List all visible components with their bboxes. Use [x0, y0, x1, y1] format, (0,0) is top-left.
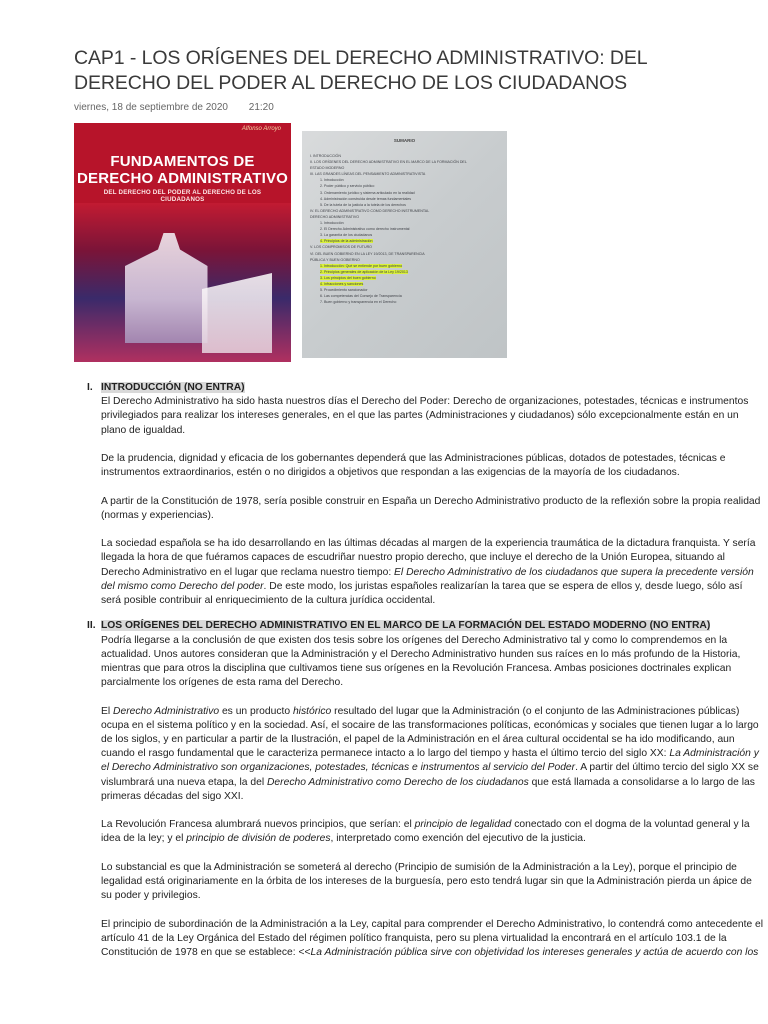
index-line-text: V. LOS COMPROMISOS DE FUTURO: [310, 245, 372, 250]
s2-p2-em1: Derecho Administrativo: [113, 705, 220, 717]
index-line-text: ESTADO MODERNO: [310, 166, 345, 171]
s2-p2-e: que está llamada a consolidarse a lo largo de las primeras décadas del sigo XXI.: [101, 776, 755, 802]
s2-p2-a: El: [101, 705, 114, 717]
s2-p5-a: El principio de subordinación de la Administración a la Ley, capital para comprender el Derecho Administrativo, lo contendrá como antecedente el artículo 41 de la Ley Orgánica del Estado del régimen político franquista, pero su plena virtualidad la encontrará en el artículo 103.1 de la Constitución de 1978 en que se establece: <<: [101, 918, 764, 958]
s1-paragraph-3: A partir de la Constitución de 1978, sería posible construir en España un Derecho Administrativo producto de la reflexión sobre la propia realidad (normas y experiencias).: [101, 495, 761, 521]
s2-p2-em3: La Administración y el Derecho Administrativo son organizaciones, potestades, técnicas e instrumentos al servicio del Poder: [101, 748, 759, 774]
section-1-heading: INTRODUCCIÓN (NO ENTRA): [101, 382, 245, 393]
s1-paragraph-2: De la prudencia, dignidad y eficacia de los gobernantes dependerá que las Administraciones públicas, dotados de potestades, técnicas e instrumentos extraordinarios, estén o no dirigidos a objetivos que respondan a las exigencias de la mayoría de los ciudadanos.: [101, 453, 726, 479]
s1-paragraph-4: [101, 537, 764, 608]
s2-paragraph-3: [101, 818, 764, 846]
index-line-text: 5. Procedimiento sancionador: [320, 288, 368, 293]
page-meta: [74, 102, 274, 113]
book-cover-image: [74, 123, 291, 362]
page-time: 21:20: [248, 102, 274, 113]
s1-p4-text-a: La sociedad española se ha ido desarrollando en las últimas décadas al margen de la experiencia traumática de la dictadura franquista. Y sería llegada la hora de que fuéramos capaces de escudriñar nuestro propio derecho, que incluye el derecho de la Unión Europea, situando al Derecho Administrativo en el lugar que reclama nuestro tiempo:: [101, 538, 756, 578]
index-line-text: 2. Principios generales de aplicación de la Ley 19/2013: [320, 269, 408, 274]
s2-paragraph-4: Lo substancial es que la Administración se someterá al derecho (Principio de sumisión de la Administración a la Ley), porque el principio de legalidad está originariamente en la órbita de los intereses de la burguesía, pero esto tendrá lugar sin que la Administración pierda un ápice de su poder y privilegios.: [101, 861, 752, 902]
cover-subtitle: DEL DERECHO DEL PODER AL DERECHO DE LOS CIUDADANOS: [103, 189, 262, 203]
index-line-text: 3. La garantía de los ciudadanos: [320, 233, 373, 238]
s2-p5-em: La Administración pública sirve con objetividad los intereses generales y actúa de acuerdo con los: [310, 947, 759, 958]
page-title: CAP1 - LOS ORÍGENES DEL DERECHO ADMINISTRATIVO: DEL DERECHO DEL PODER AL DERECHO DE LOS CIUDADANOS: [74, 47, 647, 94]
index-line-text: 1. Introducción: [320, 221, 344, 226]
section-2-heading: LOS ORÍGENES DEL DERECHO ADMINISTRATIVO EN EL MARCO DE LA FORMACIÓN DEL ESTADO MODERNO (NO ENTRA): [101, 620, 711, 632]
index-line-text: VI. DEL BUEN GOBIERNO EN LA LEY 19/2013, DE TRANSPARENCIA: [310, 251, 425, 256]
index-line-text: PÚBLICA Y BUEN GOBIERNO: [310, 257, 360, 262]
index-line-text: 2. Poder público y servicio público: [320, 184, 375, 189]
s1-paragraph-1: El Derecho Administrativo ha sido hasta nuestros días el Derecho del Poder: Derecho de organizaciones, potestades, técnicas e instrumentos privilegiados para realizar los intereses generales, en el que las partes (Administraciones y ciudadanos) sólo excepcionalmente están en un plano de igualdad.: [101, 396, 749, 436]
s1-p4-emphasis: El Derecho Administrativo de los ciudadanos que supera la precedente versión del mismo como Derecho del poder: [101, 566, 754, 592]
index-line-text: 4. Principios de la administración: [320, 239, 373, 244]
s2-p2-em4: Derecho Administrativo como Derecho de los ciudadanos: [267, 776, 529, 788]
s2-p3-em1: principio de legalidad: [414, 819, 512, 831]
index-line-text: DERECHO ADMINISTRATIVO: [310, 214, 360, 219]
s2-p3-em2: principio de división de poderes: [186, 833, 331, 845]
index-line-text: 4. Infracciones y sanciones: [320, 281, 364, 286]
s2-p2-c: resultado del lugar que la Administración (o el conjunto de las Administraciones públicas) ocupa en el sistema político y en la sociedad. Así, el socaire de las transformaciones políticas, económicas y sociales que tienen lugar a lo largo de los siglos, y en particular a partir de la Ilustración, el papel de la Administración en el área cultural occidental se ha ido modificando, aun cuando el rasgo fundamental que le caracteriza permanece intacto a lo largo del tiempo y hasta el último tercio del siglo XX:: [101, 705, 759, 760]
cover-title-line1: FUNDAMENTOS DE: [110, 153, 255, 170]
index-line-text: III. LAS GRANDES LÍNEAS DEL PENSAMIENTO ADMINISTRATIVISTA: [310, 172, 426, 177]
index-line-text: 5. De la tutela de la justicia a la tutela de los derechos: [320, 202, 406, 207]
s2-p2-em2: histórico: [292, 705, 332, 717]
section-2: [74, 619, 764, 960]
cover-title: [74, 153, 291, 187]
document-body: [74, 381, 764, 974]
index-list: [310, 153, 501, 305]
index-line-text: IV. EL DERECHO ADMINISTRATIVO COMO DERECHO INSTRUMENTAL: [310, 208, 430, 213]
index-line: [310, 299, 501, 305]
s2-p3-c: , interpretado como exención del ejecutivo de la justicia.: [330, 833, 586, 845]
s2-paragraph-2: [101, 705, 764, 804]
page-date: viernes, 18 de septiembre de 2020: [74, 102, 228, 113]
index-line-text: I. INTRODUCCIÓN: [310, 154, 341, 158]
cover-author: Alfonso Arroyo: [241, 126, 281, 132]
index-line-text: 1. Introducción: [320, 178, 344, 183]
s2-p2-d: . A partir del último tercio del siglo XX se vislumbrará una nueva etapa, la del: [101, 762, 759, 788]
index-heading: SUMARIO: [393, 138, 416, 143]
s1-p4-text-b: . De este modo, los juristas españoles realizarían la tarea que se espera de ellos y, desde luego, sólo así será posible contribuir al enriquecimiento de la cultura jurídica occidental.: [101, 580, 743, 606]
index-line-text: 4. Administración construida desde temas fundamentales: [320, 196, 412, 201]
index-line-text: 1. Introducción: Qué se entiende por buen gobierno: [320, 263, 403, 268]
index-line-text: 3. Ordenamiento jurídico y sistema articulado en la realidad: [320, 190, 415, 195]
s2-paragraph-5: [101, 918, 764, 961]
section-1: [74, 381, 764, 608]
cover-title-line2: DERECHO ADMINISTRATIVO: [76, 170, 289, 187]
s2-p2-b: es un producto: [219, 705, 293, 717]
index-line-text: 6. Las competencias del Consejo de Transparencia: [320, 294, 402, 299]
index-line-text: 3. Los principios del buen gobierno: [320, 275, 376, 280]
index-line-text: 2. El Derecho Administrativo como derecho instrumental: [320, 227, 410, 232]
s2-p3-b: conectado con el dogma de la voluntad general y la idea de la ley; y el: [101, 819, 750, 845]
s2-paragraph-1: Podría llegarse a la conclusión de que existen dos tesis sobre los orígenes del Derecho Administrativo tal y como lo comprendemos en la actualidad. Unos autores consideran que la Administración y el Derecho Administrativo hunden sus raíces en lo más profundo de la Historia, mientras que para otros la disciplina que cultivamos tiene sus orígenes en la Revolución Francesa. Ambas posiciones doctrinales explican parcialmente los orígenes de esta rama del Derecho.: [101, 634, 741, 689]
section-2-number: II.: [87, 620, 96, 632]
section-1-number: I.: [87, 382, 93, 393]
index-line-text: 7. Buen gobierno y transparencia en el Derecho: [320, 300, 397, 305]
s2-p3-a: La Revolución Francesa alumbrará nuevos principios, que serían: el: [101, 819, 415, 831]
index-page-image: [302, 131, 507, 358]
index-line-text: II. LOS ORÍGENES DEL DERECHO ADMINISTRATIVO EN EL MARCO DE LA FORMACIÓN DEL: [310, 160, 467, 165]
